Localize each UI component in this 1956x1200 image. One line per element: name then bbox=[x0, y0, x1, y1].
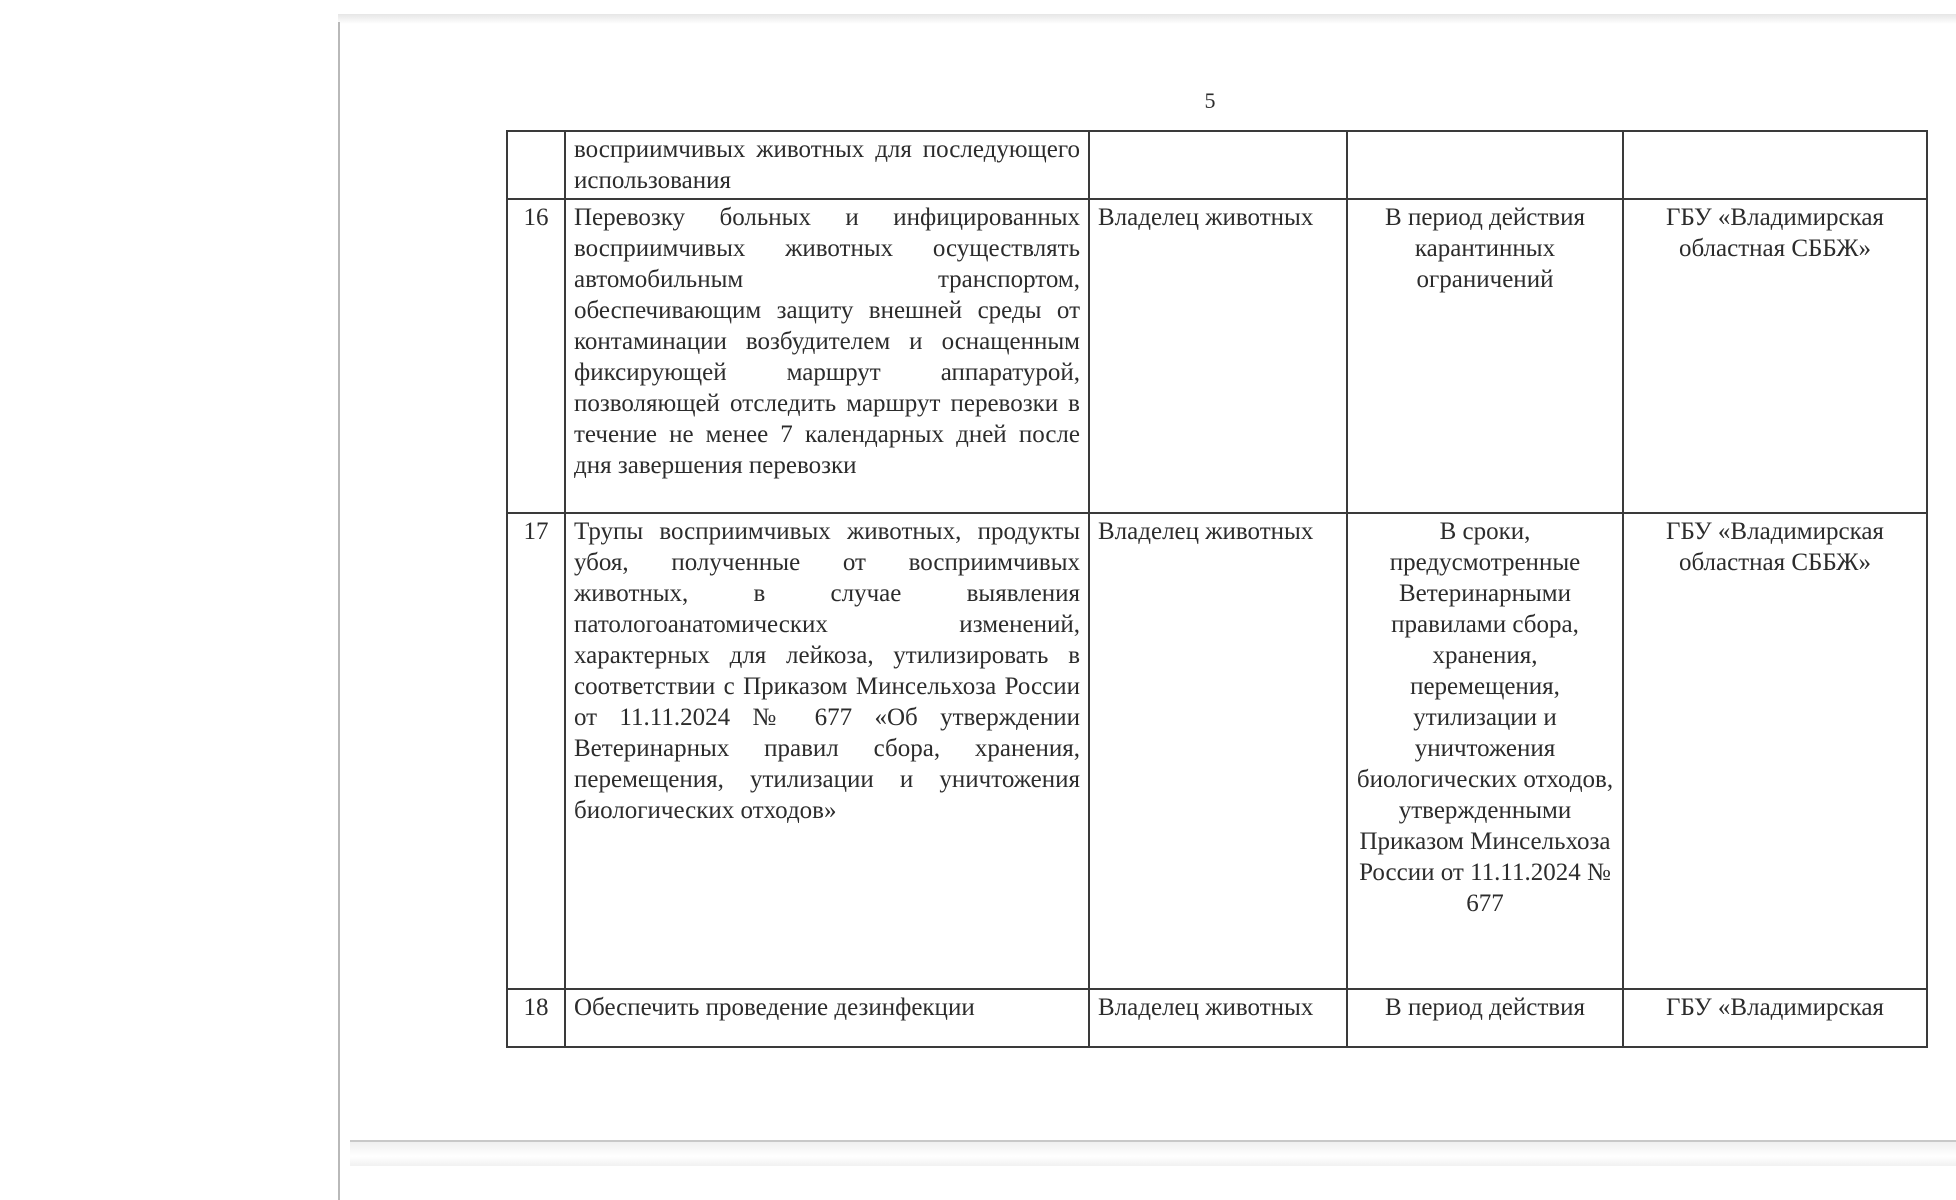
row-number-cell bbox=[507, 131, 565, 199]
page-number: 5 bbox=[1204, 88, 1216, 113]
measure-description-cell: восприимчивых животных для последующего использования bbox=[565, 131, 1089, 199]
term-cell bbox=[1347, 131, 1623, 199]
table-row bbox=[507, 131, 1927, 199]
scan-edge-top bbox=[338, 14, 1956, 24]
term-cell: В сроки, предусмотренные Ветеринарными правилами сбора, хранения, перемещения, утилизации и уничтожения биологических отходов, утвержденными Приказом Минсельхоза России от 11.11.2024 № 677 bbox=[1347, 513, 1623, 989]
term-cell: В период действия bbox=[1347, 989, 1623, 1047]
term-cell: В период действия карантинных ограничений bbox=[1347, 199, 1623, 513]
executor-cell: ГБУ «Владимирская областная СББЖ» bbox=[1623, 513, 1927, 989]
scan-edge-bottom bbox=[350, 1140, 1956, 1166]
row-number-cell: 16 bbox=[507, 199, 565, 513]
scan-edge-left bbox=[338, 22, 340, 1200]
table-row bbox=[507, 199, 1927, 513]
executor-cell: ГБУ «Владимирская областная СББЖ» bbox=[1623, 199, 1927, 513]
executor-cell: ГБУ «Владимирская bbox=[1623, 989, 1927, 1047]
table-row bbox=[507, 513, 1927, 989]
table-row bbox=[507, 989, 1927, 1047]
responsible-cell: Владелец животных bbox=[1089, 199, 1347, 513]
responsible-cell bbox=[1089, 131, 1347, 199]
responsible-cell: Владелец животных bbox=[1089, 989, 1347, 1047]
measure-description-cell: Перевозку больных и инфицированных восприимчивых животных осуществлять автомобильным транспортом, обеспечивающим защиту внешней среды от контаминации возбудителем и оснащенным фиксирующей маршрут аппаратурой, позволяющей отследить маршрут перевозки в течение не менее 7 календарных дней после дня завершения перевозки bbox=[565, 199, 1089, 513]
row-number-cell: 18 bbox=[507, 989, 565, 1047]
measure-description-cell: Обеспечить проведение дезинфекции bbox=[565, 989, 1089, 1047]
executor-cell bbox=[1623, 131, 1927, 199]
measure-description-cell: Трупы восприимчивых животных, продукты убоя, полученные от восприимчивых животных, в случае выявления патологоанатомических изменений, характерных для лейкоза, утилизировать в соответствии с Приказом Минсельхоза России от 11.11.2024 № 677 «Об утверждении Ветеринарных правил сбора, хранения, перемещения, утилизации и уничтожения биологических отходов» bbox=[565, 513, 1089, 989]
row-number-cell: 17 bbox=[507, 513, 565, 989]
responsible-cell: Владелец животных bbox=[1089, 513, 1347, 989]
measures-table bbox=[506, 130, 1928, 1048]
